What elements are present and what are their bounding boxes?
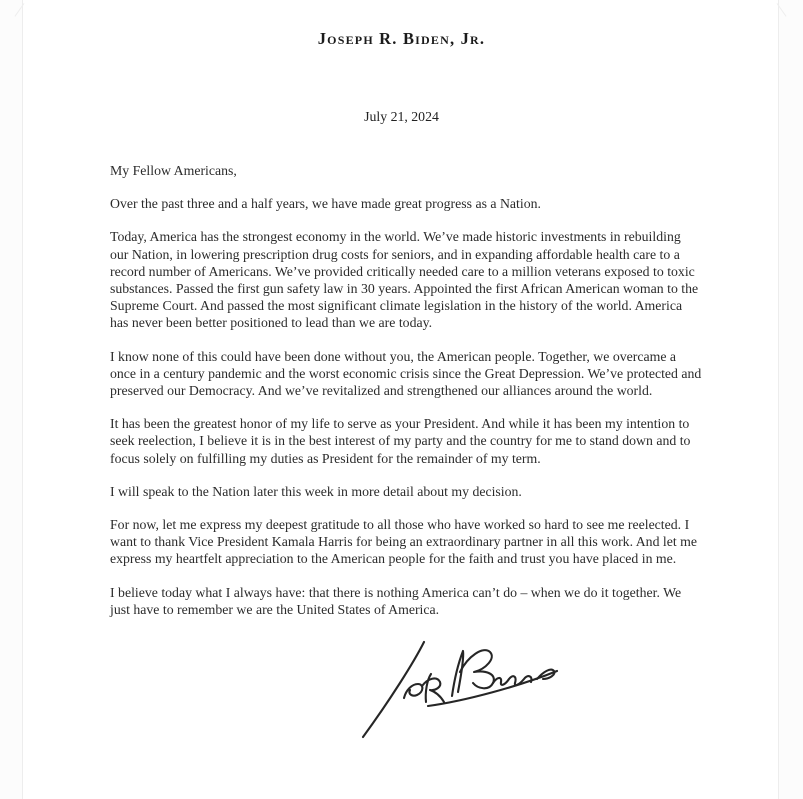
letter-paragraph: I will speak to the Nation later this week in more detail about my decision.: [110, 483, 522, 499]
letter-paragraphs: [110, 195, 702, 618]
letterhead-name: Joseph R. Biden, Jr.: [317, 29, 486, 48]
letter-paragraph: Today, America has the strongest economy in the world. We’ve made historic investments in rebuilding our Nation, in lowering prescription drug costs for seniors, and in expanding affordable health care to a record number of Americans. We’ve provided critically needed care to a million veterans exposed to toxic substances. Passed the first gun safety law in 30 years. Appointed the first African American woman to the Supreme Court. And passed the most significant climate legislation in the history of the world. America has never been better positioned to lead than we are today.: [110, 229, 699, 331]
letter-paragraph: Over the past three and a half years, we have made great progress as a Nation.: [110, 196, 541, 212]
signature-block: [340, 634, 570, 739]
letter-paragraph: I know none of this could have been done without you, the American people. Together, we overcame a once in a century pandemic and the worst economic crisis since the Great Depression. We’ve protected and preserved our Democracy. And we’ve revitalized and strengthened our alliances around the world.: [110, 348, 702, 399]
letter-paragraph: For now, let me express my deepest gratitude to all those who have worked so hard to see me reelected. I want to thank Vice President Kamala Harris for being an extraordinary partner in all this work. And let me express my heartfelt appreciation to the American people for the faith and trust you have placed in me.: [110, 517, 698, 567]
letter-body: [110, 162, 702, 618]
letter-date: July 21, 2024: [364, 109, 439, 124]
letter-paragraph: It has been the greatest honor of my life to serve as your President. And while it has been my intention to seek reelection, I believe it is in the best interest of my party and the country for me to stand down and to focus solely on fulfilling my duties as President for the remainder of my term.: [110, 416, 691, 466]
salutation: My Fellow Americans,: [110, 163, 237, 178]
letter-paragraph: I believe today what I always have: that there is nothing America can’t do – when we do it together. We just have to remember we are the United States of America.: [110, 584, 682, 617]
joe-biden-signature-icon: [340, 634, 570, 744]
